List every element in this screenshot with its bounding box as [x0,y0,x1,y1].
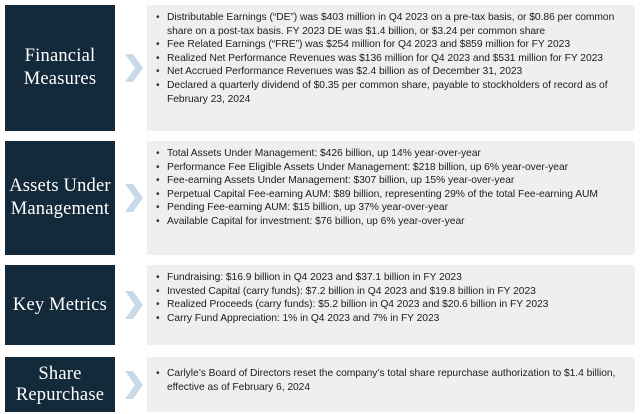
chevron-right-icon [123,291,143,319]
list-item: • Declared a quarterly dividend of $0.35 per common share, payable to stockholders of record as of February 23, 2024 [156,79,627,106]
bullet-list [156,147,627,229]
chevron-right-icon [123,184,143,212]
section-title-box [5,5,115,131]
section-assets-under-management [5,141,635,255]
list-item: • Total Assets Under Management: $426 billion, up 14% year-over-year [156,147,627,161]
section-content [147,5,635,131]
bullet-list [156,271,627,325]
chevron-right-icon [123,54,143,82]
list-item: • Pending Fee-earning AUM: $15 billion, up 37% year-over-year [156,201,627,215]
list-item: • Net Accrued Performance Revenues was $2.4 billion as of December 31, 2023 [156,65,627,79]
section-title-line: Share [38,363,82,384]
bullet-list [156,367,627,394]
section-financial-measures [5,5,635,131]
section-key-metrics [5,265,635,345]
section-title-line: Key Metrics [12,294,108,315]
list-item: • Fundraising: $16.9 billion in Q4 2023 and $37.1 billion in FY 2023 [156,271,627,285]
section-title-box [5,141,115,255]
list-item: • Fee Related Earnings (“FRE”) was $254 million for Q4 2023 and $859 million for FY 2023 [156,38,627,52]
list-item: • Invested Capital (carry funds): $7.2 billion in Q4 2023 and $19.8 billion in FY 2023 [156,285,627,299]
section-content [147,265,635,345]
section-content [147,141,635,255]
list-item: • Realized Proceeds (carry funds): $5.2 billion in Q4 2023 and $20.6 billion in FY 2023 [156,298,627,312]
chevron-right-icon [123,371,143,399]
section-title-box [5,357,115,412]
bullet-list [156,11,627,106]
list-item: • Available Capital for investment: $76 billion, up 6% year-over-year [156,215,627,229]
section-title-line: Financial [24,46,96,66]
section-content [147,357,635,412]
list-item: • Realized Net Performance Revenues was $136 million for Q4 2023 and $531 million for FY 2023 [156,52,627,66]
list-item: • Performance Fee Eligible Assets Under Management: $218 billion, up 6% year-over-year [156,161,627,175]
list-item: • Perpetual Capital Fee-earning AUM: $89 billion, representing 29% of the total Fee-earning AUM [156,188,627,202]
list-item: • Distributable Earnings (“DE”) was $403 million in Q4 2023 on a pre-tax basis, or $0.86 per common share on a post-tax basis. FY 2023 DE was $1.4 billion, or $3.24 per common share [156,11,627,38]
list-item: • Fee-earning Assets Under Management: $307 billion, up 15% year-over-year [156,174,627,188]
section-share-repurchase [5,357,635,412]
list-item: • Carry Fund Appreciation: 1% in Q4 2023 and 7% in FY 2023 [156,312,627,326]
section-title-box [5,265,115,345]
section-title-line: Repurchase [15,384,105,405]
section-title-line: Management [10,199,110,219]
section-title-line: Measures [23,69,97,89]
list-item: • Carlyle’s Board of Directors reset the company’s total share repurchase authorization to $1.4 billion, effective as of February 6, 2024 [156,367,627,394]
section-title-line: Assets Under [9,176,111,196]
